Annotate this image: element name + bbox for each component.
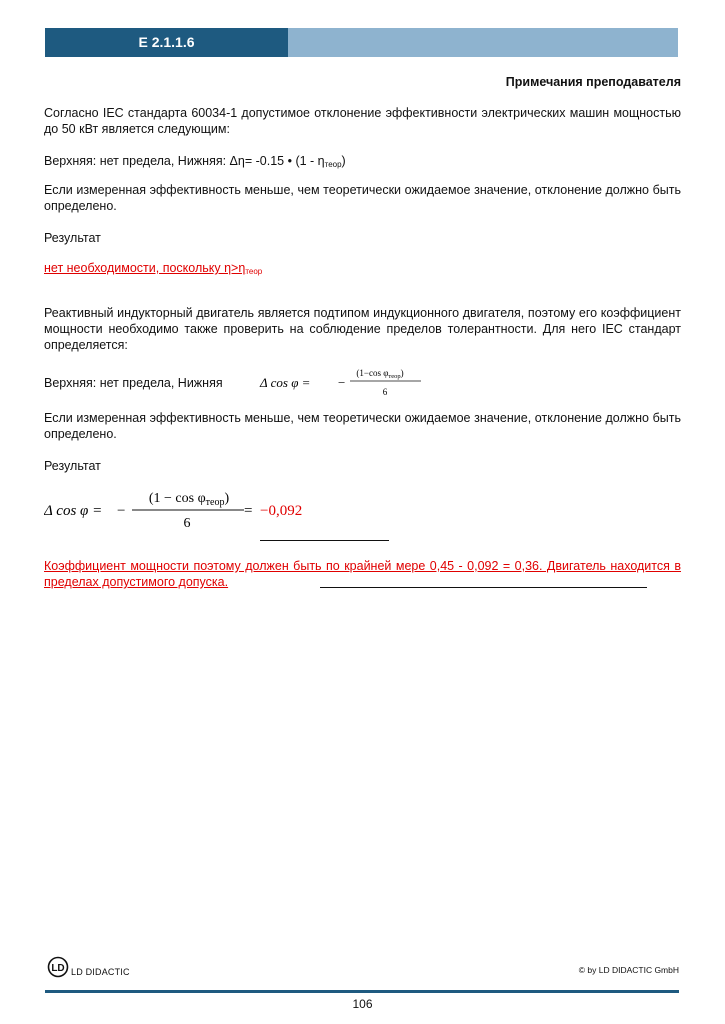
tolerance-formula-minus: −	[338, 375, 346, 390]
logo-text: LD DIDACTIC	[71, 967, 130, 977]
result-underline	[260, 540, 389, 541]
section1-result-label: Результат	[44, 231, 101, 245]
section2-limits: Верхняя: нет предела, Нижняя	[44, 376, 223, 390]
limits-suffix: )	[341, 154, 346, 168]
result-formula-minus: −	[117, 503, 126, 519]
limits-prefix: Верхняя: нет предела, Нижняя: Δη= -0.15 • (1 - η	[44, 154, 325, 168]
result-formula	[44, 486, 344, 532]
tolerance-formula-lhs: Δ cos φ =	[260, 375, 311, 390]
section1-result-text	[44, 260, 681, 280]
section2-deviation-note: Если измеренная эффективность меньше, чем теоретически ожидаемое значение, отклонение должно быть определено.	[44, 411, 681, 441]
section2-conclusion: Коэффициент мощности поэтому должен быть по крайней мере 0,45 - 0,092 = 0,36. Двигатель находится в пределах допустимого допуска.	[44, 559, 681, 589]
section-code: E 2.1.1.6	[45, 28, 288, 57]
section1-intro: Согласно IEC стандарта 60034-1 допустимое отклонение эффективности электрических машин мощностью до 50 кВт является следующим:	[44, 106, 681, 136]
section2-intro: Реактивный индукторный двигатель является подтипом индукционного двигателя, поэтому его коэффициент мощности необходимо также проверить на соблюдение пределов толерантности. Для него IEC стандарт определяется:	[44, 306, 681, 352]
ld-didactic-logo	[47, 956, 130, 978]
result-formula-lhs: Δ cos φ =	[44, 503, 103, 519]
limits-sub: теор	[324, 160, 342, 169]
header-bar	[45, 28, 678, 57]
ld-logo-icon	[47, 956, 69, 978]
result-formula-numerator: $(1 - \cos \varphi_{теор})$	[148, 491, 230, 508]
svg-text:LD: LD	[51, 963, 65, 974]
result-formula-denominator: 6	[183, 516, 191, 531]
section1-deviation-note: Если измеренная эффективность меньше, чем теоретически ожидаемое значение, отклонение должно быть определено.	[44, 183, 681, 213]
notes-title: Примечания преподавателя	[505, 75, 681, 89]
result-formula-equals: =	[244, 503, 253, 519]
conclusion-underline	[320, 587, 647, 588]
page-number: 106	[352, 997, 373, 1011]
section2-result-label: Результат	[44, 459, 101, 473]
tolerance-formula-numerator: (1−cos $\varphi_{теор}$)	[356, 368, 404, 380]
footer-divider	[45, 990, 679, 993]
tolerance-formula-denominator: 6	[382, 387, 388, 397]
result-value: −0,092	[260, 503, 303, 519]
result-text-sub: теор	[245, 267, 263, 276]
copyright: © by LD DIDACTIC GmbH	[578, 965, 679, 975]
result-text-main: нет необходимости, поскольку η>η	[44, 261, 246, 275]
header-bar-fill	[288, 28, 678, 57]
tolerance-formula	[258, 366, 428, 398]
section1-limits	[44, 153, 681, 173]
